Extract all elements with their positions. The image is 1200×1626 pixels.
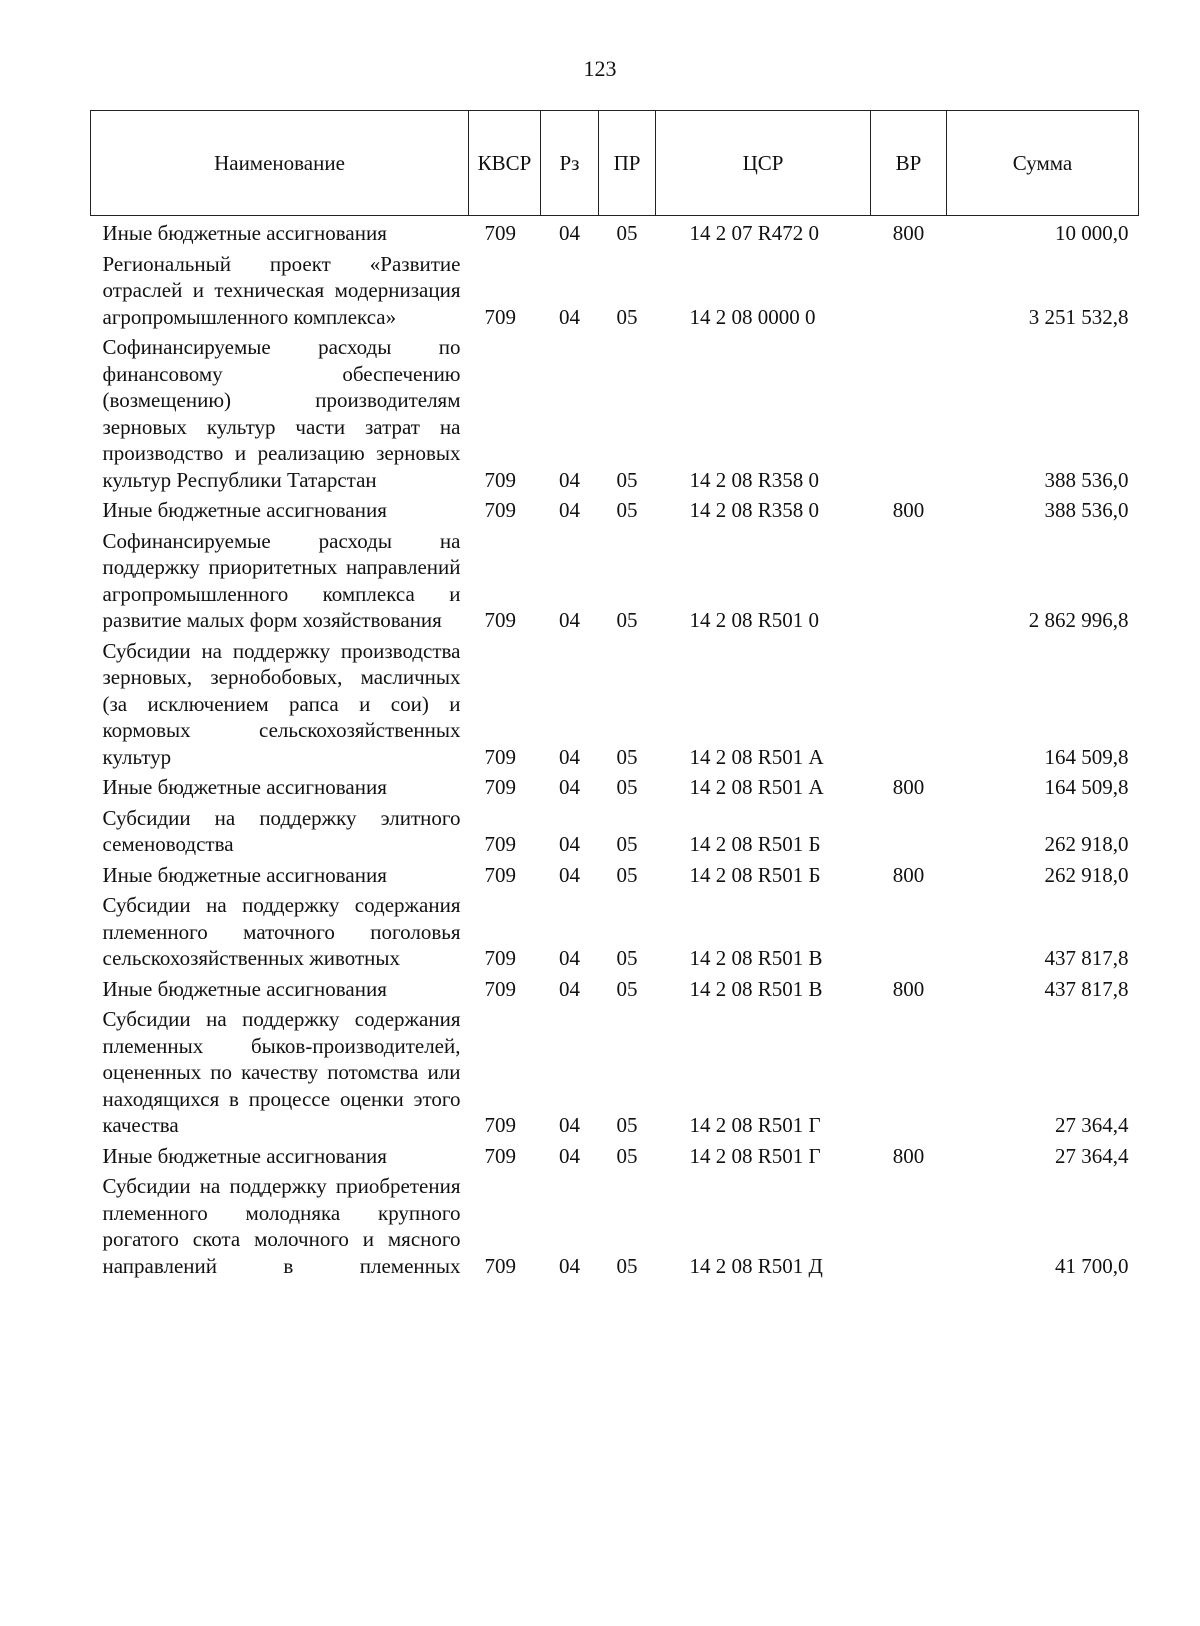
row-rz: 04 (559, 976, 580, 1001)
row-kvsr: 709 (484, 498, 516, 522)
row-pr: 05 (616, 608, 638, 632)
table-row (91, 1002, 1139, 1139)
row-rz: 04 (559, 862, 580, 887)
row-vr (871, 801, 947, 858)
row-pr: 05 (616, 304, 638, 329)
table-row (91, 1139, 1139, 1170)
header-vr: ВР (871, 111, 947, 216)
table-row (91, 770, 1139, 801)
row-pr: 05 (616, 744, 638, 769)
row-sum: 437 817,8 (1044, 976, 1129, 1001)
header-rz: Рз (541, 111, 599, 216)
row-vr: 800 (892, 976, 925, 1001)
row-pr: 05 (616, 1143, 638, 1168)
row-csr: 14 2 08 R501 Б (689, 862, 821, 887)
row-pr: 05 (616, 467, 638, 492)
row-name: Иные бюджетные ассигнования (102, 1143, 387, 1168)
row-vr (871, 888, 947, 972)
row-csr: 14 2 08 R501 А (689, 775, 824, 799)
row-kvsr: 709 (484, 608, 516, 632)
row-pr: 05 (616, 832, 638, 856)
row-pr: 05 (616, 1253, 638, 1278)
row-kvsr: 709 (484, 946, 516, 970)
row-name: Софинансируемые расходы на поддержку приоритетных направлений агропромышленного комплекса и развитие малых форм хозяйствования (102, 528, 461, 632)
row-name: Софинансируемые расходы по финансовому обеспечению (возмещению) производителям зерновых культур части затрат на производство и реализацию зерновых культур Республики Татарстан (102, 335, 461, 492)
table-row (91, 972, 1139, 1003)
row-sum: 27 364,4 (1055, 1113, 1129, 1137)
header-pr: ПР (599, 111, 656, 216)
row-kvsr: 709 (484, 744, 516, 769)
row-csr: 14 2 08 R358 0 (689, 498, 820, 522)
row-name: Субсидии на поддержку содержания племенного маточного поголовья сельскохозяйственных животных (102, 893, 461, 970)
row-pr: 05 (616, 946, 638, 970)
row-rz: 04 (559, 832, 580, 856)
row-name: Иные бюджетные ассигнования (102, 775, 387, 799)
row-kvsr: 709 (484, 1253, 516, 1278)
row-csr: 14 2 07 R472 0 (689, 221, 820, 245)
row-csr: 14 2 08 R501 В (689, 946, 823, 970)
row-rz: 04 (559, 608, 580, 632)
row-csr: 14 2 08 R501 Г (689, 1143, 821, 1168)
row-rz: 04 (559, 744, 580, 769)
table-row (91, 247, 1139, 331)
budget-table (90, 110, 1139, 1279)
row-name: Субсидии на поддержку содержания племенных быков-производителей, оцененных по качеству потомства или находящихся в процессе оценки этого качества (102, 1007, 461, 1137)
row-rz: 04 (559, 946, 580, 970)
table-row (91, 330, 1139, 493)
row-name: Иные бюджетные ассигнования (102, 862, 387, 887)
row-csr: 14 2 08 R501 В (689, 976, 823, 1001)
row-sum: 388 536,0 (1044, 498, 1129, 522)
row-vr (871, 1169, 947, 1279)
row-kvsr: 709 (484, 775, 516, 799)
row-sum: 2 862 996,8 (1028, 608, 1129, 632)
row-name: Иные бюджетные ассигнования (102, 221, 387, 245)
row-kvsr: 709 (484, 976, 516, 1001)
row-sum: 437 817,8 (1044, 946, 1129, 970)
header-kvsr: КВСР (469, 111, 541, 216)
row-rz: 04 (559, 1253, 580, 1278)
page-number: 123 (583, 56, 617, 81)
table-row (91, 634, 1139, 771)
row-vr: 800 (892, 498, 925, 522)
row-kvsr: 709 (484, 1113, 516, 1137)
row-rz: 04 (559, 775, 580, 799)
row-csr: 14 2 08 R501 Г (689, 1113, 821, 1137)
row-vr: 800 (892, 775, 925, 799)
row-vr (871, 330, 947, 493)
row-kvsr: 709 (484, 221, 516, 245)
row-sum: 164 509,8 (1044, 775, 1129, 799)
table-row (91, 858, 1139, 889)
row-sum: 388 536,0 (1044, 467, 1129, 492)
row-kvsr: 709 (484, 1143, 516, 1168)
row-vr (871, 1002, 947, 1139)
row-csr: 14 2 08 R501 Д (689, 1253, 823, 1278)
row-kvsr: 709 (484, 304, 516, 329)
row-pr: 05 (616, 498, 638, 522)
row-sum: 262 918,0 (1044, 862, 1129, 887)
row-csr: 14 2 08 R501 0 (689, 608, 820, 632)
row-name: Субсидии на поддержку элитного семеноводства (102, 805, 461, 856)
table-row (91, 524, 1139, 634)
row-vr: 800 (892, 862, 925, 887)
row-sum: 164 509,8 (1044, 744, 1129, 769)
row-csr: 14 2 08 0000 0 (689, 304, 816, 329)
header-sum: Сумма (947, 111, 1139, 216)
row-vr (871, 524, 947, 634)
header-row (91, 111, 1139, 216)
row-name: Субсидии на поддержку приобретения племенного молодняка крупного рогатого скота молочного и мясного направлений в племенных (102, 1174, 461, 1278)
row-vr (871, 634, 947, 771)
row-name: Иные бюджетные ассигнования (102, 976, 387, 1001)
header-csr: ЦСР (656, 111, 871, 216)
row-csr: 14 2 08 R501 Б (689, 832, 821, 856)
row-sum: 10 000,0 (1055, 221, 1129, 245)
row-sum: 27 364,4 (1055, 1143, 1129, 1168)
row-csr: 14 2 08 R358 0 (689, 467, 820, 492)
row-kvsr: 709 (484, 832, 516, 856)
row-csr: 14 2 08 R501 А (689, 744, 824, 769)
row-rz: 04 (559, 304, 580, 329)
table-row (91, 493, 1139, 524)
row-name: Субсидии на поддержку производства зерновых, зернобобовых, масличных (за исключением рапса и сои) и кормовых сельскохозяйственных культур (102, 638, 461, 769)
row-rz: 04 (559, 498, 580, 522)
table-row (91, 801, 1139, 858)
row-vr: 800 (892, 1143, 925, 1168)
row-name: Региональный проект «Развитие отраслей и техническая модернизация агропромышленного комплекса» (102, 251, 461, 329)
row-name: Иные бюджетные ассигнования (102, 498, 387, 522)
row-sum: 3 251 532,8 (1028, 304, 1129, 329)
row-pr: 05 (616, 775, 638, 799)
row-rz: 04 (559, 467, 580, 492)
row-vr: 800 (892, 221, 925, 245)
row-kvsr: 709 (484, 467, 516, 492)
row-rz: 04 (559, 1143, 580, 1168)
row-kvsr: 709 (484, 862, 516, 887)
table-row (91, 888, 1139, 972)
row-sum: 262 918,0 (1044, 832, 1129, 856)
table-row (91, 216, 1139, 247)
row-vr (871, 247, 947, 331)
row-pr: 05 (616, 221, 638, 245)
row-sum: 41 700,0 (1055, 1253, 1129, 1278)
row-rz: 04 (559, 221, 580, 245)
row-pr: 05 (616, 862, 638, 887)
row-pr: 05 (616, 1113, 638, 1137)
row-rz: 04 (559, 1113, 580, 1137)
header-name: Наименование (91, 111, 469, 216)
table-row (91, 1169, 1139, 1279)
row-pr: 05 (616, 976, 638, 1001)
